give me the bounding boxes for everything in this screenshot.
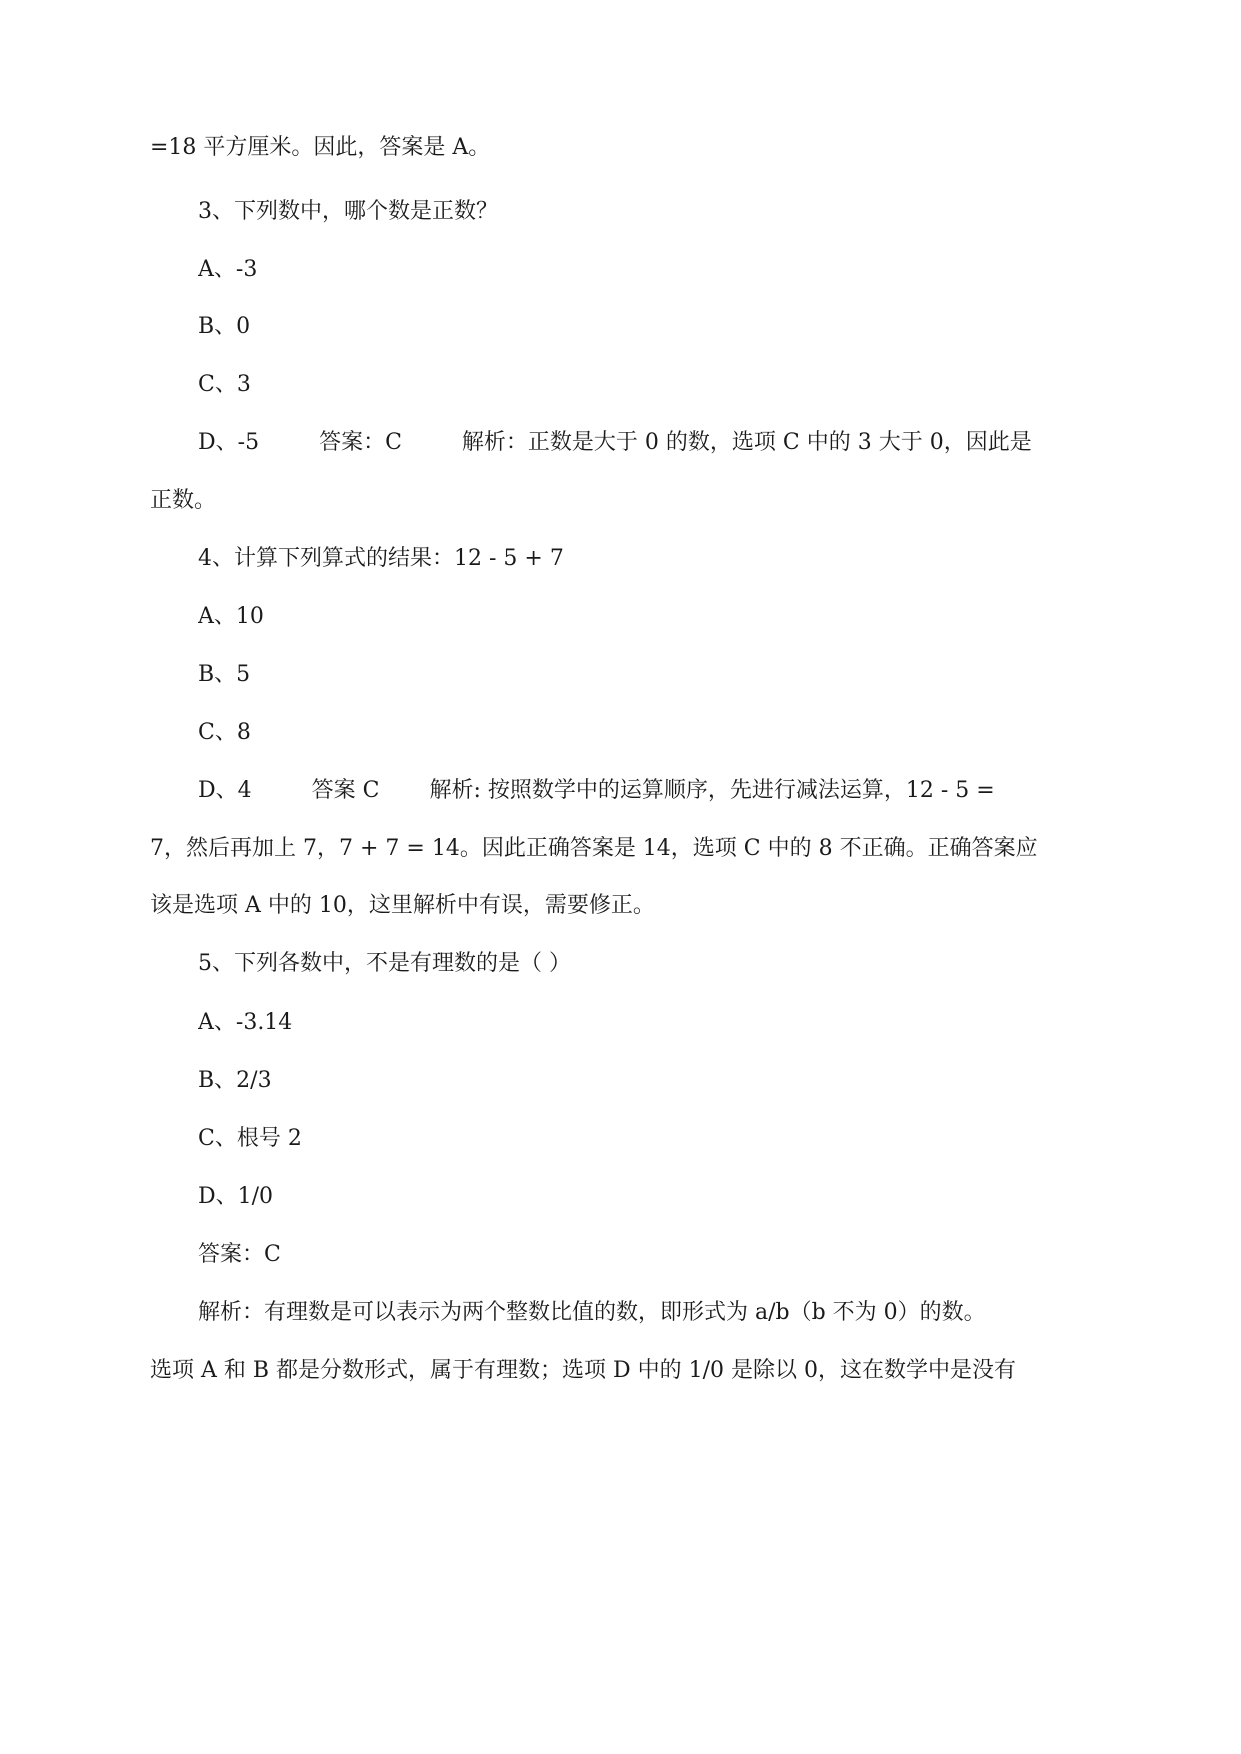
q3-answer: 答案：C <box>319 430 402 455</box>
q5-option-d: D、1/0 <box>198 1184 274 1209</box>
text-line: 该是选项 A 中的 10，这里解析中有误，需要修正。 <box>150 893 655 918</box>
q5-option-b: B、2/3 <box>198 1068 272 1093</box>
q3-option-a: A、-3 <box>198 257 258 282</box>
q4-answer: 答案 C <box>311 778 380 803</box>
text-line: 正数。 <box>150 488 217 513</box>
question-3: 3、下列数中，哪个数是正数？ <box>198 199 498 224</box>
q5-explanation: 解析：有理数是可以表示为两个整数比值的数，即形式为 a/b（b 不为 0）的数。 <box>198 1300 986 1325</box>
q3-explanation: 解析：正数是大于 0 的数，选项 C 中的 3 大于 0，因此是 <box>461 430 1032 455</box>
q4-option-d-line <box>198 775 1092 807</box>
question-4: 4、计算下列算式的结果：12 - 5 + 7 <box>198 546 564 571</box>
q4-option-a: A、10 <box>198 604 264 629</box>
q5-option-a: A、-3.14 <box>198 1010 293 1035</box>
text-line: 选项 A 和 B 都是分数形式，属于有理数；选项 D 中的 1/0 是除以 0，这在数学中是没有 <box>150 1358 1017 1383</box>
q3-option-b: B、0 <box>198 314 251 339</box>
q4-option-d: D、4 <box>198 778 252 803</box>
q3-option-d: D、-5 <box>198 430 260 455</box>
text-line: =18 平方厘米。因此，答案是 A。 <box>150 135 491 160</box>
q4-explanation: 解析: 按照数学中的运算顺序，先进行减法运算，12 - 5 = <box>429 778 995 803</box>
q4-option-b: B、5 <box>198 662 251 687</box>
question-5: 5、下列各数中，不是有理数的是（ ） <box>198 951 571 976</box>
q4-option-c: C、8 <box>198 720 251 745</box>
q3-option-c: C、3 <box>198 372 251 397</box>
q5-answer: 答案：C <box>198 1242 281 1267</box>
q3-option-d-line <box>198 427 1092 459</box>
q5-option-c: C、根号 2 <box>198 1126 302 1151</box>
text-line: 7，然后再加上 7，7 + 7 = 14。因此正确答案是 14，选项 C 中的 8 不正确。正确答案应 <box>150 836 1038 861</box>
